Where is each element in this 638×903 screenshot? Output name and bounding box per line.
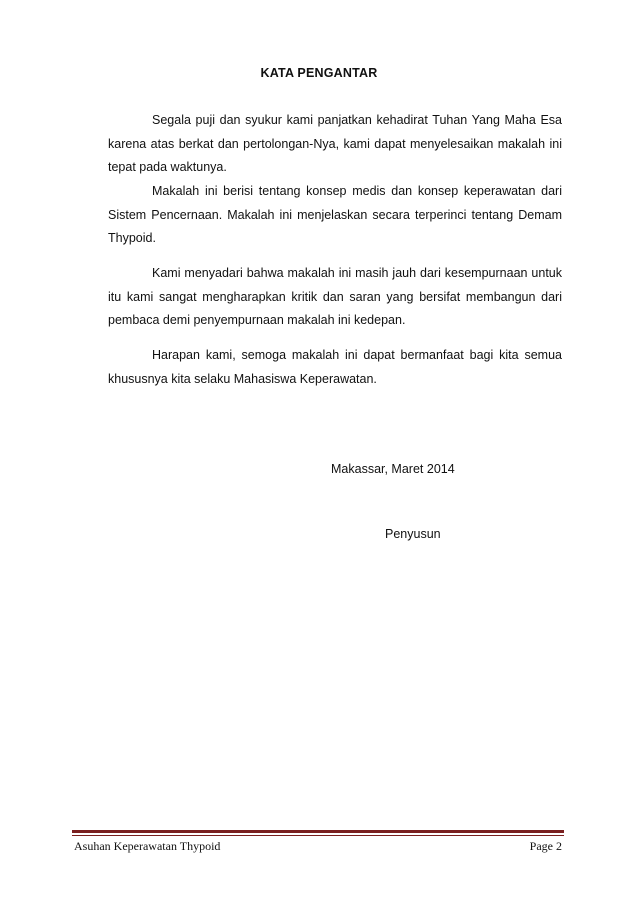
- footer-document-title: Asuhan Keperawatan Thypoid: [74, 839, 221, 853]
- author-signature: Penyusun: [385, 527, 441, 541]
- paragraph-feedback: Kami menyadari bahwa makalah ini masih jauh dari kesempurnaan untuk itu kami sangat mengharapkan kritik dan saran yang bersifat membangun dari pembaca demi penyempurnaan makalah ini kedepan.: [108, 266, 562, 327]
- footer-rule: [72, 830, 564, 833]
- paragraph-gratitude: Segala puji dan syukur kami panjatkan kehadirat Tuhan Yang Maha Esa karena atas berkat dan pertolongan-Nya, kami dapat menyelesaikan makalah ini tepat pada waktunya.: [108, 113, 562, 174]
- footer-rule-thin: [72, 835, 564, 836]
- footer-page-number: Page 2: [529, 839, 562, 853]
- place-date: Makassar, Maret 2014: [331, 462, 455, 476]
- paragraph-content: Makalah ini berisi tentang konsep medis dan konsep keperawatan dari Sistem Pencernaan. Makalah ini menjelaskan secara terperinci tentang Demam Thypoid.: [108, 184, 562, 245]
- paragraph-hope: Harapan kami, semoga makalah ini dapat bermanfaat bagi kita semua khususnya kita selaku Mahasiswa Keperawatan.: [108, 348, 562, 386]
- page-title: KATA PENGANTAR: [260, 66, 378, 80]
